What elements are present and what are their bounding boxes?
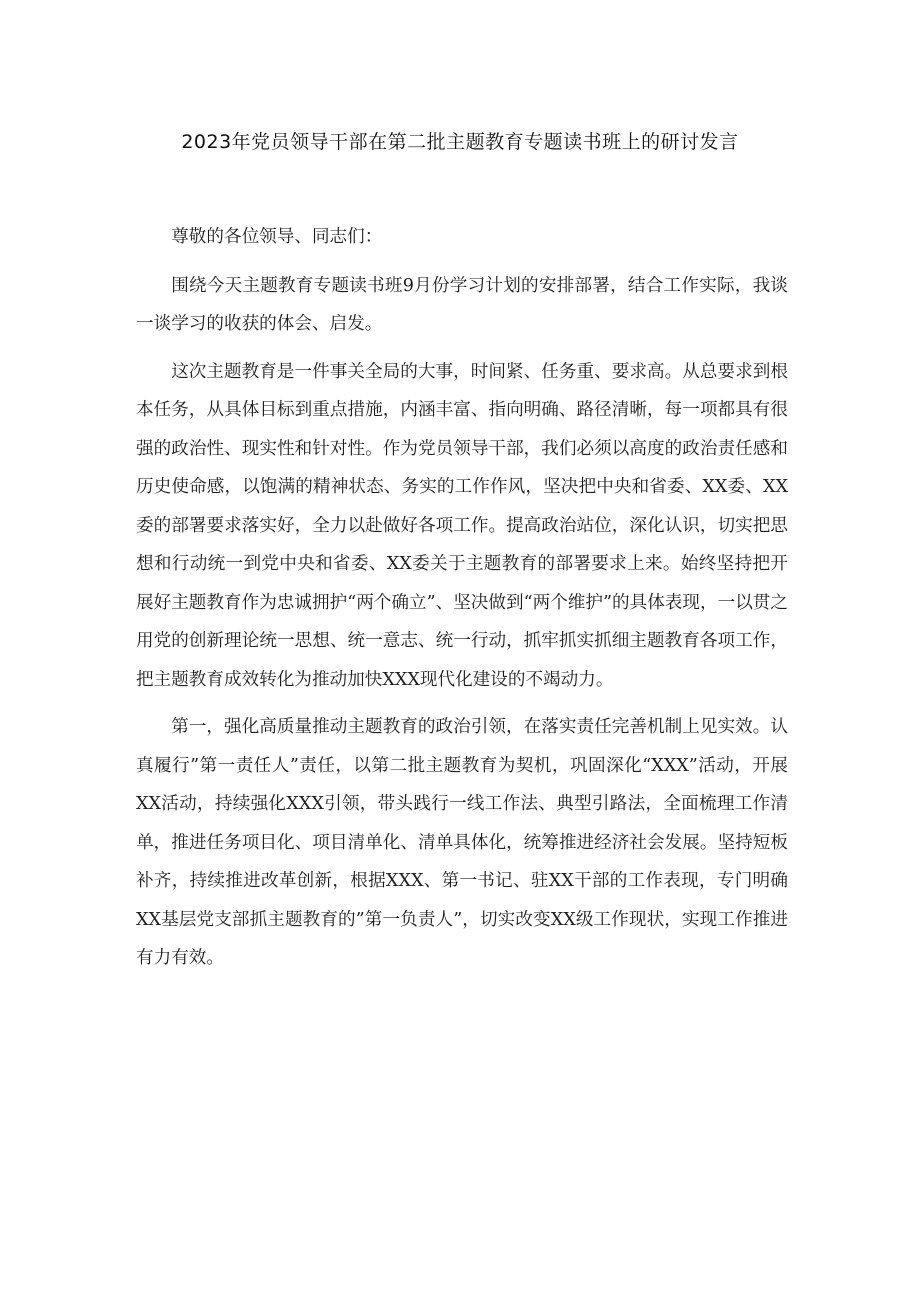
document-title: 2023年党员领导干部在第二批主题教育专题读书班上的研讨发言 bbox=[181, 131, 739, 153]
context-paragraph: 这次主题教育是一件事关全局的大事，时间紧、任务重、要求高。从总要求到根本任务，从具体目标到重点措施，内涵丰富、指向明确、路径清晰，每一项都具有很强的政治性、现实性和针对性。作为党员领导干部，我们必须以高度的政治责任感和历史使命感，以饱满的精神状态、务实的工作作风，坚决把中央和省委、XX委、XX委的部署要求落实好，全力以赴做好各项工作。提高政治站位，深化认识，切实把思想和行动统一到党中央和省委、XX委关于主题教育的部署要求上来。始终坚持把开展好主题教育作为忠诚拥护“两个确立”、坚决做到“两个维护”的具体表现，一以贯之用党的创新理论统一思想、统一意志、统一行动，抓牢抓实抓细主题教育各项工作，把主题教育成效转化为推动加快XXX现代化建设的不竭动力。 bbox=[136, 361, 788, 690]
point-one-paragraph: 第一，强化高质量推动主题教育的政治引领，在落实责任完善机制上见实效。认真履行”第一责任人”责任，以第二批主题教育为契机，巩固深化“XXX”活动，开展XX活动，持续强化XXX引领，带头践行一线工作法、典型引路法，全面梳理工作清单，推进任务项目化、项目清单化、清单具体化，统筹推进经济社会发展。坚持短板补齐，持续推进改革创新，根据XXX、第一书记、驻XX干部的工作表现，专门明确XX基层党支部抓主题教育的”第一负责人”，切实改变XX级工作现状，实现工作推进有力有效。 bbox=[136, 717, 788, 968]
intro-paragraph: 围绕今天主题教育专题读书班9月份学习计划的安排部署，结合工作实际，我谈一谈学习的收获的体会、启发。 bbox=[136, 275, 788, 334]
document-body bbox=[136, 218, 788, 987]
salutation-paragraph: 尊敬的各位领导、同志们： bbox=[171, 227, 383, 247]
